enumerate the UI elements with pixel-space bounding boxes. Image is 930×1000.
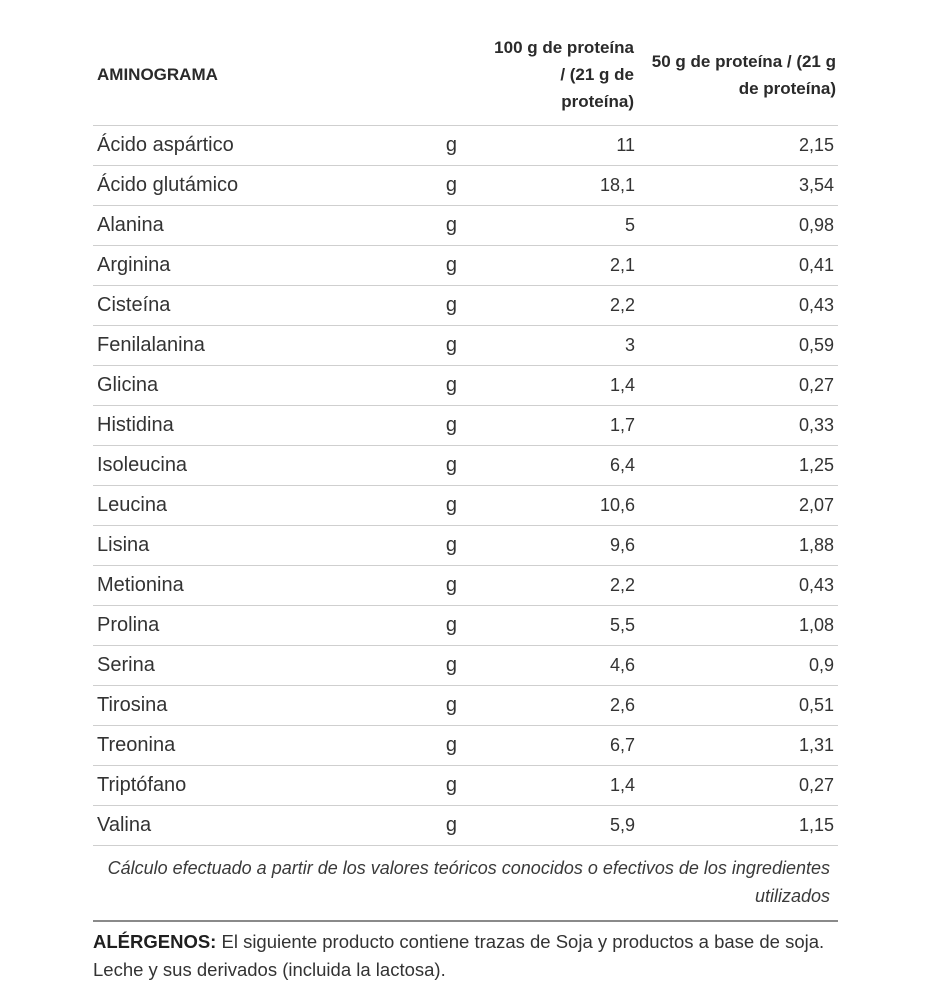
table-row bbox=[93, 446, 838, 486]
table-header-row bbox=[93, 28, 838, 126]
aminogram-table bbox=[93, 28, 838, 846]
value-per-100g: 1,4 bbox=[483, 366, 637, 406]
table-row bbox=[93, 126, 838, 166]
table-row bbox=[93, 606, 838, 646]
value-per-100g: 10,6 bbox=[483, 486, 637, 526]
amino-acid-name: Tirosina bbox=[93, 686, 411, 726]
amino-acid-name: Valina bbox=[93, 806, 411, 846]
unit-cell: g bbox=[411, 486, 483, 526]
amino-acid-name: Glicina bbox=[93, 366, 411, 406]
allergens-statement bbox=[93, 928, 838, 984]
value-per-100g: 9,6 bbox=[483, 526, 637, 566]
value-per-100g: 3 bbox=[483, 326, 637, 366]
unit-cell: g bbox=[411, 606, 483, 646]
unit-cell: g bbox=[411, 686, 483, 726]
value-per-100g: 1,7 bbox=[483, 406, 637, 446]
table-row bbox=[93, 726, 838, 766]
value-per-100g: 5,9 bbox=[483, 806, 637, 846]
value-per-100g: 4,6 bbox=[483, 646, 637, 686]
value-per-50g: 0,51 bbox=[637, 686, 838, 726]
unit-cell: g bbox=[411, 406, 483, 446]
table-row bbox=[93, 686, 838, 726]
value-per-100g: 11 bbox=[483, 126, 637, 166]
amino-acid-name: Ácido aspártico bbox=[93, 126, 411, 166]
unit-cell: g bbox=[411, 446, 483, 486]
table-row bbox=[93, 286, 838, 326]
unit-cell: g bbox=[411, 526, 483, 566]
value-per-50g: 0,27 bbox=[637, 366, 838, 406]
value-per-100g: 2,1 bbox=[483, 246, 637, 286]
amino-acid-name: Leucina bbox=[93, 486, 411, 526]
value-per-50g: 1,31 bbox=[637, 726, 838, 766]
value-per-100g: 5,5 bbox=[483, 606, 637, 646]
table-row bbox=[93, 166, 838, 206]
unit-cell: g bbox=[411, 566, 483, 606]
unit-cell: g bbox=[411, 326, 483, 366]
value-per-100g: 1,4 bbox=[483, 766, 637, 806]
header-aminograma: AMINOGRAMA bbox=[93, 28, 411, 126]
unit-cell: g bbox=[411, 806, 483, 846]
table-row bbox=[93, 806, 838, 846]
table-row bbox=[93, 526, 838, 566]
header-per-100g: 100 g de proteína / (21 g de proteína) bbox=[483, 28, 637, 126]
table-row bbox=[93, 566, 838, 606]
value-per-50g: 1,25 bbox=[637, 446, 838, 486]
unit-cell: g bbox=[411, 246, 483, 286]
table-row bbox=[93, 646, 838, 686]
unit-cell: g bbox=[411, 166, 483, 206]
value-per-50g: 0,27 bbox=[637, 766, 838, 806]
amino-acid-name: Triptófano bbox=[93, 766, 411, 806]
value-per-100g: 2,2 bbox=[483, 286, 637, 326]
value-per-50g: 2,15 bbox=[637, 126, 838, 166]
value-per-50g: 0,33 bbox=[637, 406, 838, 446]
amino-acid-name: Metionina bbox=[93, 566, 411, 606]
value-per-50g: 0,9 bbox=[637, 646, 838, 686]
unit-cell: g bbox=[411, 206, 483, 246]
amino-acid-name: Histidina bbox=[93, 406, 411, 446]
value-per-100g: 18,1 bbox=[483, 166, 637, 206]
amino-acid-name: Alanina bbox=[93, 206, 411, 246]
table-row bbox=[93, 206, 838, 246]
value-per-50g: 1,15 bbox=[637, 806, 838, 846]
value-per-50g: 0,43 bbox=[637, 286, 838, 326]
amino-acid-name: Treonina bbox=[93, 726, 411, 766]
value-per-100g: 6,4 bbox=[483, 446, 637, 486]
value-per-50g: 0,98 bbox=[637, 206, 838, 246]
amino-acid-name: Lisina bbox=[93, 526, 411, 566]
amino-acid-name: Serina bbox=[93, 646, 411, 686]
table-row bbox=[93, 366, 838, 406]
allergens-text: El siguiente producto contiene trazas de Soja y productos a base de soja. Leche y sus derivados (incluida la lactosa). bbox=[93, 931, 825, 980]
value-per-50g: 3,54 bbox=[637, 166, 838, 206]
table-row bbox=[93, 486, 838, 526]
value-per-100g: 2,2 bbox=[483, 566, 637, 606]
value-per-50g: 0,59 bbox=[637, 326, 838, 366]
value-per-100g: 5 bbox=[483, 206, 637, 246]
value-per-50g: 0,41 bbox=[637, 246, 838, 286]
amino-acid-name: Fenilalanina bbox=[93, 326, 411, 366]
amino-acid-name: Isoleucina bbox=[93, 446, 411, 486]
value-per-50g: 1,88 bbox=[637, 526, 838, 566]
table-body bbox=[93, 126, 838, 846]
table-row bbox=[93, 246, 838, 286]
amino-acid-name: Prolina bbox=[93, 606, 411, 646]
header-per-50g: 50 g de proteína / (21 g de proteína) bbox=[637, 28, 838, 126]
divider bbox=[93, 920, 838, 922]
unit-cell: g bbox=[411, 366, 483, 406]
value-per-100g: 2,6 bbox=[483, 686, 637, 726]
header-unit bbox=[411, 28, 483, 126]
amino-acid-name: Arginina bbox=[93, 246, 411, 286]
allergens-label: ALÉRGENOS: bbox=[93, 931, 217, 952]
value-per-100g: 6,7 bbox=[483, 726, 637, 766]
value-per-50g: 0,43 bbox=[637, 566, 838, 606]
amino-acid-name: Cisteína bbox=[93, 286, 411, 326]
unit-cell: g bbox=[411, 286, 483, 326]
table-row bbox=[93, 766, 838, 806]
calculation-note: Cálculo efectuado a partir de los valores teóricos conocidos o efectivos de los ingredientes utilizados bbox=[107, 858, 830, 906]
amino-acid-name: Ácido glutámico bbox=[93, 166, 411, 206]
table-row bbox=[93, 326, 838, 366]
value-per-50g: 1,08 bbox=[637, 606, 838, 646]
unit-cell: g bbox=[411, 726, 483, 766]
unit-cell: g bbox=[411, 766, 483, 806]
aminogram-sheet bbox=[93, 28, 838, 984]
table-row bbox=[93, 406, 838, 446]
value-per-50g: 2,07 bbox=[637, 486, 838, 526]
unit-cell: g bbox=[411, 126, 483, 166]
unit-cell: g bbox=[411, 646, 483, 686]
